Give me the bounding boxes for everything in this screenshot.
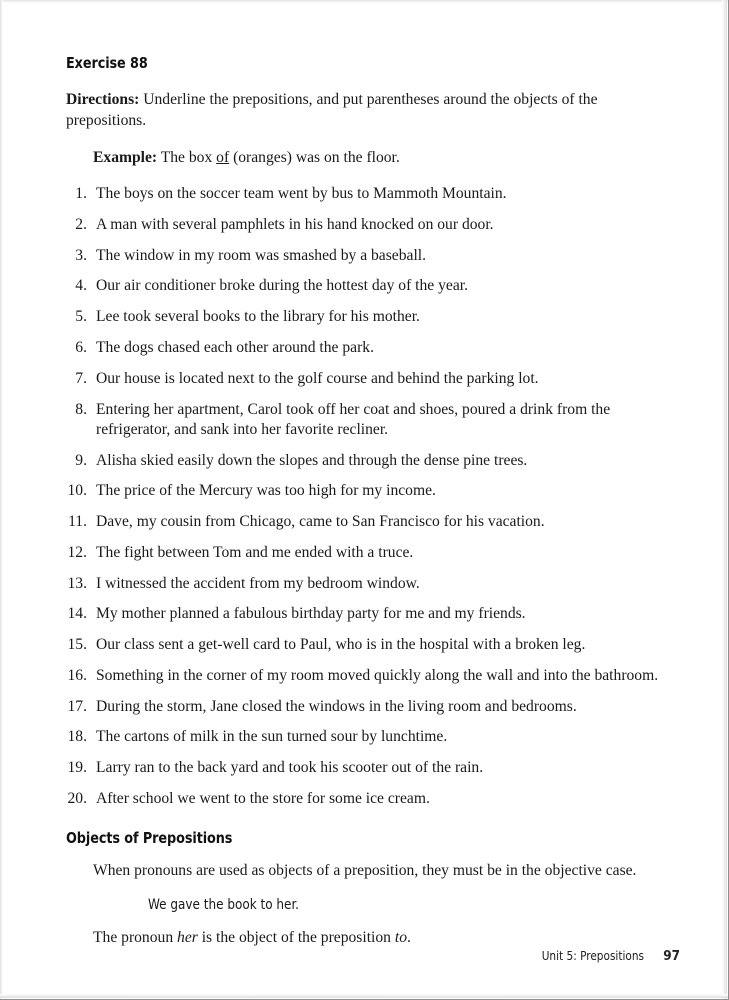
exercise-item-text: Our class sent a get-well card to Paul, who is in the hospital with a broken leg. <box>96 636 586 654</box>
exercise-item-text: The window in my room was smashed by a baseball. <box>96 246 427 264</box>
example-text-before: The box <box>157 149 217 167</box>
exercise-item-text: A man with several pamphlets in his hand knocked on our door. <box>96 215 494 233</box>
exercise-item-text: My mother planned a fabulous birthday party for me and my friends. <box>96 605 526 623</box>
exercise-item <box>66 338 678 358</box>
exercise-item <box>66 758 678 778</box>
exercise-item-text: Entering her apartment, Carol took off her coat and shoes, poured a drink from the refrigerator, and sank into her favorite recliner. <box>96 400 611 438</box>
example-text-after: (oranges) was on the floor. <box>229 149 400 167</box>
example-line <box>93 147 678 168</box>
explanation-part-c: . <box>407 929 411 947</box>
example-underlined-preposition: of <box>216 149 230 167</box>
exercise-item-number: 16. <box>67 666 87 684</box>
exercise-item <box>66 307 678 327</box>
exercise-item <box>66 512 678 532</box>
exercise-item-number: 7. <box>75 369 87 387</box>
exercise-item-number: 1. <box>75 185 87 203</box>
exercise-item-list <box>66 184 678 809</box>
exercise-item <box>66 276 678 296</box>
exercise-heading: Exercise 88 <box>66 54 148 72</box>
exercise-item-text: The cartons of milk in the sun turned sour by lunchtime. <box>96 728 448 746</box>
objects-of-prepositions-section <box>66 829 678 948</box>
exercise-item-text: Larry ran to the back yard and took his scooter out of the rain. <box>96 759 484 777</box>
exercise-item-text: Something in the corner of my room moved quickly along the wall and into the bathroom. <box>96 666 659 684</box>
explanation-italic-pronoun: her <box>177 929 198 947</box>
exercise-item-text: The price of the Mercury was too high for my income. <box>96 482 436 500</box>
directions-line <box>66 89 678 131</box>
exercise-item-text: After school we went to the store for some ice cream. <box>96 789 430 807</box>
exercise-item-number: 6. <box>75 338 87 356</box>
exercise-item-number: 12. <box>67 543 87 561</box>
exercise-item-text: During the storm, Jane closed the windows in the living room and bedrooms. <box>96 697 577 715</box>
exercise-item <box>66 635 678 655</box>
exercise-item-number: 8. <box>75 400 87 418</box>
exercise-item <box>66 215 678 235</box>
exercise-item-number: 3. <box>75 246 87 264</box>
exercise-item-text: The boys on the soccer team went by bus to Mammoth Mountain. <box>96 185 507 203</box>
page-edge-right <box>722 0 727 999</box>
exercise-item <box>66 400 678 441</box>
exercise-item-number: 17. <box>67 697 87 715</box>
directions-label: Directions: <box>66 91 140 108</box>
exercise-item-number: 19. <box>67 759 87 777</box>
explanation-part-a: The pronoun <box>93 929 178 947</box>
page-footer <box>534 948 680 964</box>
directions-text: Underline the prepositions, and put parentheses around the objects of the prepositions. <box>66 91 598 130</box>
exercise-item-number: 11. <box>68 513 87 531</box>
exercise-item-text: The dogs chased each other around the park. <box>96 338 374 356</box>
footer-page-number: 97 <box>663 949 680 964</box>
exercise-item-text: I witnessed the accident from my bedroom window. <box>96 574 420 592</box>
exercise-item <box>66 543 678 563</box>
exercise-item <box>66 184 678 204</box>
exercise-item <box>66 574 678 594</box>
exercise-item-text: Dave, my cousin from Chicago, came to San Francisco for his vacation. <box>96 513 545 531</box>
explanation-part-b: is the object of the preposition <box>197 929 395 947</box>
page-edge-left <box>0 0 3 999</box>
exercise-item-text: Our air conditioner broke during the hottest day of the year. <box>96 277 468 295</box>
exercise-item-text: Lee took several books to the library for his mother. <box>96 308 420 326</box>
exercise-item-number: 20. <box>67 789 87 807</box>
exercise-item <box>66 246 678 266</box>
exercise-item-number: 5. <box>75 308 87 326</box>
objects-explanation <box>93 927 678 948</box>
page-content <box>66 54 678 964</box>
exercise-item <box>66 697 678 717</box>
exercise-item <box>66 604 678 624</box>
objects-sample-sentence: We gave the book to her. <box>148 896 299 913</box>
example-label: Example: <box>93 149 158 167</box>
exercise-item-text: The fight between Tom and me ended with a truce. <box>96 543 414 561</box>
exercise-item-number: 10. <box>67 482 87 500</box>
exercise-item <box>66 727 678 747</box>
exercise-item-number: 15. <box>67 636 87 654</box>
objects-section-heading: Objects of Prepositions <box>66 829 233 848</box>
explanation-italic-preposition: to <box>394 929 407 947</box>
exercise-item-number: 18. <box>67 728 87 746</box>
exercise-item-number: 4. <box>75 277 87 295</box>
footer-unit-label: Unit 5: Prepositions <box>541 948 645 963</box>
page-edge-top <box>0 0 728 3</box>
exercise-item <box>66 666 678 686</box>
exercise-item <box>66 369 678 389</box>
objects-rule-text: When pronouns are used as objects of a preposition, they must be in the objective case. <box>93 862 637 880</box>
exercise-item <box>66 789 678 809</box>
exercise-item-text: Our house is located next to the golf course and behind the parking lot. <box>96 369 539 387</box>
exercise-item-number: 9. <box>75 451 87 469</box>
exercise-item-number: 13. <box>67 574 87 592</box>
exercise-item <box>66 481 678 501</box>
page-edge-bottom <box>0 994 728 998</box>
exercise-item-text: Alisha skied easily down the slopes and through the dense pine trees. <box>96 451 528 469</box>
exercise-item <box>66 451 678 471</box>
exercise-item-number: 2. <box>75 215 87 233</box>
exercise-item-number: 14. <box>67 605 87 623</box>
